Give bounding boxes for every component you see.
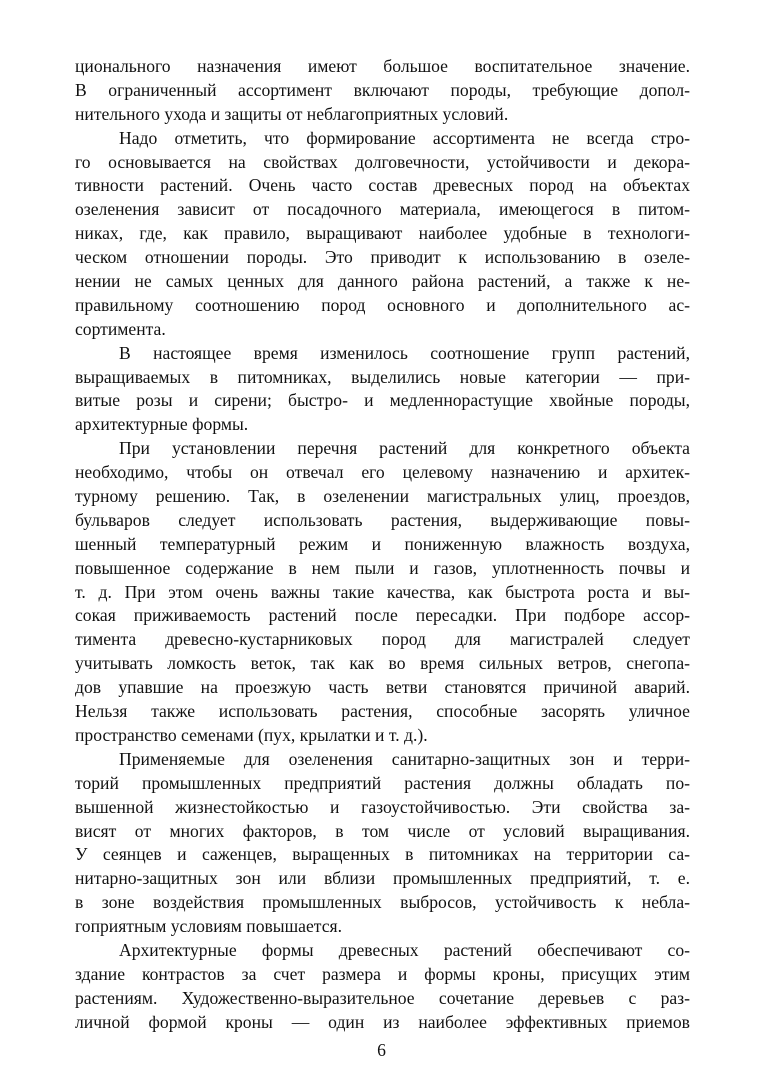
text-line: торий промышленных предприятий растения должны обладать по- bbox=[75, 772, 690, 793]
text-line: Применяемые для озеленения санитарно-защитных зон и терри- bbox=[119, 748, 690, 769]
text-line: ческом отношении породы. Это приводит к использованию в озеле- bbox=[75, 247, 690, 268]
document-body bbox=[75, 55, 690, 1035]
text-line: в зоне воздействия промышленных выбросов, устойчивость к небла- bbox=[75, 892, 690, 913]
page-number: 6 bbox=[377, 1040, 386, 1060]
text-line: никах, где, как правило, выращивают наиболее удобные в технологи- bbox=[75, 223, 690, 244]
paragraph bbox=[75, 939, 690, 1035]
text-line: правильному соотношению пород основного и дополнительного ас- bbox=[75, 294, 690, 315]
text-line: У сеянцев и саженцев, выращенных в питомниках на территории са- bbox=[75, 844, 690, 865]
text-line: пространство семенами (пух, крылатки и т. д.). bbox=[75, 724, 428, 745]
text-line: озеленения зависит от посадочного материала, имеющегося в питом- bbox=[75, 199, 690, 220]
paragraph bbox=[75, 748, 690, 939]
text-line: При установлении перечня растений для конкретного объекта bbox=[119, 438, 690, 459]
text-line: личной формой кроны — один из наиболее эффективных приемов bbox=[75, 1011, 690, 1032]
text-line: Архитектурные формы древесных растений обеспечивают со- bbox=[119, 939, 690, 960]
text-line: сокая приживаемость растений после пересадки. При подборе ассор- bbox=[75, 605, 690, 626]
text-line: Нельзя также использовать растения, способные засорять уличное bbox=[75, 701, 690, 722]
text-line: Надо отметить, что формирование ассортимента не всегда стро- bbox=[119, 127, 690, 148]
text-line: шенный температурный режим и пониженную влажность воздуха, bbox=[75, 533, 690, 554]
paragraph bbox=[75, 342, 690, 438]
text-line: В настоящее время изменилось соотношение групп растений, bbox=[119, 342, 690, 363]
paragraph bbox=[75, 127, 690, 342]
text-line: нительного ухода и защиты от неблагоприятных условий. bbox=[75, 103, 509, 124]
text-line: архитектурные формы. bbox=[75, 414, 249, 435]
text-line: т. д. При этом очень важны такие качества, как быстрота роста и вы- bbox=[75, 581, 690, 602]
text-line: витые розы и сирени; быстро- и медленнорастущие хвойные породы, bbox=[75, 390, 690, 411]
text-line: вышенной жизнестойкостью и газоустойчивостью. Эти свойства за- bbox=[75, 796, 690, 817]
text-line: сортимента. bbox=[75, 318, 166, 339]
text-line: тивности растений. Очень часто состав древесных пород на объектах bbox=[75, 175, 690, 196]
paragraph bbox=[75, 55, 690, 127]
text-line: бульваров следует использовать растения, выдерживающие повы- bbox=[75, 509, 690, 530]
text-line: учитывать ломкость веток, так как во время сильных ветров, снегопа- bbox=[75, 653, 690, 674]
text-line: гоприятным условиям повышается. bbox=[75, 916, 342, 937]
text-line: здание контрастов за счет размера и формы кроны, присущих этим bbox=[75, 963, 690, 984]
text-line: го основывается на свойствах долговечности, устойчивости и декора- bbox=[75, 151, 690, 172]
text-line: ционального назначения имеют большое воспитательное значение. bbox=[75, 56, 690, 76]
text-line: тимента древесно-кустарниковых пород для магистралей следует bbox=[75, 629, 690, 650]
text-line: дов упавшие на проезжую часть ветви становятся причиной аварий. bbox=[75, 677, 690, 698]
text-line: висят от многих факторов, в том числе от условий выращивания. bbox=[75, 820, 690, 841]
text-line: повышенное содержание в нем пыли и газов, уплотненность почвы и bbox=[75, 557, 690, 578]
paragraph bbox=[75, 437, 690, 748]
text-line: растениям. Художественно-выразительное сочетание деревьев с раз- bbox=[75, 987, 690, 1008]
text-line: нении не самых ценных для данного района растений, а также к не- bbox=[75, 271, 690, 292]
text-line: необходимо, чтобы он отвечал его целевому назначению и архитек- bbox=[75, 462, 690, 483]
text-line: нитарно-защитных зон или вблизи промышленных предприятий, т. е. bbox=[75, 868, 690, 889]
text-line: В ограниченный ассортимент включают породы, требующие допол- bbox=[75, 79, 690, 100]
text-line: выращиваемых в питомниках, выделились новые категории — при- bbox=[75, 366, 690, 387]
text-line: турному решению. Так, в озеленении магистральных улиц, проездов, bbox=[75, 486, 690, 507]
